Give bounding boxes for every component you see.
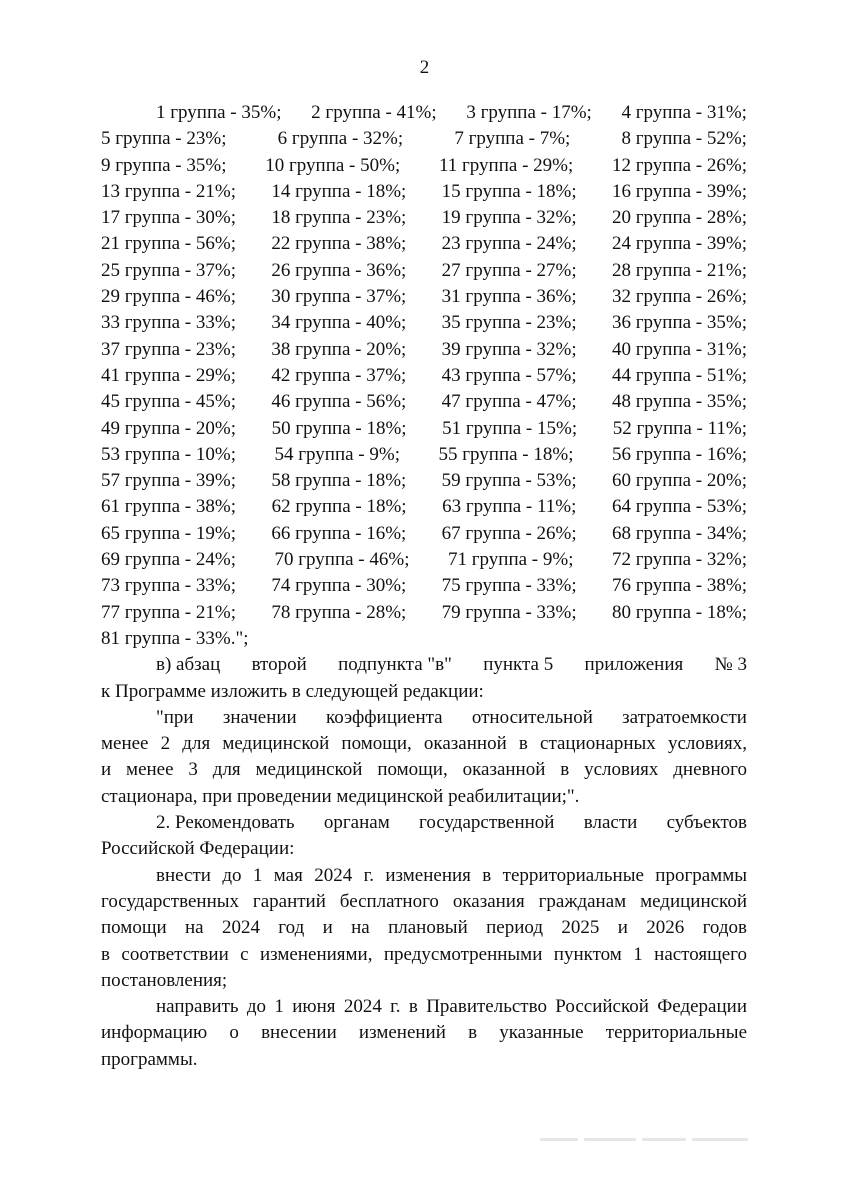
group-value: 6 группа - 32%; xyxy=(277,128,404,150)
group-line xyxy=(101,521,747,547)
group-value: 59 группа - 53%; xyxy=(441,470,577,492)
group-value: 28 группа - 21%; xyxy=(611,259,747,281)
text-word: затратоемкости xyxy=(622,706,747,728)
group-line xyxy=(101,153,747,179)
group-value: 49 группа - 20%; xyxy=(101,417,236,439)
group-value: 75 группа - 33%; xyxy=(441,575,577,597)
group-line xyxy=(101,416,747,442)
group-value: 39 группа - 32%; xyxy=(441,338,577,360)
group-value: 1 группа - 35%; xyxy=(156,102,282,123)
group-value: 53 группа - 10%; xyxy=(101,443,236,465)
text-word: "при xyxy=(156,706,194,728)
group-value: 46 группа - 56%; xyxy=(271,391,407,413)
group-value: 54 группа - 9%; xyxy=(274,443,400,465)
group-value: 52 группа - 11%; xyxy=(612,417,747,439)
group-value: 2 группа - 41%; xyxy=(311,102,437,123)
group-value: 5 группа - 23%; xyxy=(101,128,227,150)
group-value: 72 группа - 32%; xyxy=(612,549,747,571)
group-value: 64 группа - 53%; xyxy=(611,496,747,518)
document-body xyxy=(101,100,747,1073)
text-word: коэффициента xyxy=(325,706,443,728)
group-line xyxy=(101,494,747,520)
report-deadline-paragraph xyxy=(101,994,747,1073)
group-value: 22 группа - 38%; xyxy=(271,233,407,255)
group-percentages-paragraph xyxy=(101,100,747,652)
group-line xyxy=(101,573,747,599)
group-value: 80 группа - 18%; xyxy=(611,601,747,623)
group-value: 78 группа - 28%; xyxy=(271,601,407,623)
text-word: власти xyxy=(583,812,638,834)
group-value: 76 группа - 38%; xyxy=(611,575,747,597)
group-value: 19 группа - 32%; xyxy=(441,207,577,229)
group-value: 66 группа - 16%; xyxy=(271,522,407,544)
text-line: государственных гарантий бесплатного оказания гражданам медицинской xyxy=(101,890,747,912)
text-line: постановления; xyxy=(101,969,228,991)
group-value: 61 группа - 38%; xyxy=(101,496,236,518)
group-value: 14 группа - 18%; xyxy=(271,180,407,202)
group-line xyxy=(101,310,747,336)
text-line: к Программе изложить в следующей редакции: xyxy=(101,680,484,702)
group-value: 27 группа - 27%; xyxy=(441,259,577,281)
text-line: Российской Федерации: xyxy=(101,838,295,860)
group-value: 33 группа - 33%; xyxy=(101,312,236,334)
group-value: 68 группа - 34%; xyxy=(611,522,747,544)
text-word: в) абзац xyxy=(156,654,221,676)
group-line xyxy=(101,126,747,152)
group-line xyxy=(101,337,747,363)
text-word: подпункта "в" xyxy=(338,654,452,676)
text-word: органам xyxy=(323,812,390,834)
group-value: 21 группа - 56%; xyxy=(101,233,236,255)
quoted-text-paragraph xyxy=(101,705,747,810)
group-line xyxy=(101,231,747,257)
group-value: 57 группа - 39%; xyxy=(101,470,236,492)
group-value: 34 группа - 40%; xyxy=(271,312,407,334)
group-value: 77 группа - 21%; xyxy=(101,601,236,623)
group-value: 9 группа - 35%; xyxy=(101,154,227,176)
group-value: 45 группа - 45%; xyxy=(101,391,236,413)
group-value: 55 группа - 18%; xyxy=(438,443,574,465)
text-line: направить до 1 июня 2024 г. в Правительство Российской Федерации xyxy=(156,996,747,1018)
group-value: 71 группа - 9%; xyxy=(448,549,574,571)
group-value: 35 группа - 23%; xyxy=(441,312,577,334)
text-line: информацию о внесении изменений в указанные территориальные xyxy=(101,1022,747,1044)
text-word: субъектов xyxy=(666,812,747,834)
text-word: 2. Рекомендовать xyxy=(156,812,295,834)
group-value: 70 группа - 46%; xyxy=(274,549,410,571)
text-word: № 3 xyxy=(714,654,747,676)
text-line: менее 2 для медицинской помощи, оказанной в стационарных условиях, xyxy=(101,733,747,755)
group-value: 40 группа - 31%; xyxy=(611,338,747,360)
group-value: 67 группа - 26%; xyxy=(441,522,577,544)
group-line xyxy=(101,389,747,415)
group-line xyxy=(101,258,747,284)
group-value: 12 группа - 26%; xyxy=(612,154,747,176)
group-value: 20 группа - 28%; xyxy=(611,207,747,229)
group-value: 36 группа - 35%; xyxy=(611,312,747,334)
group-value: 7 группа - 7%; xyxy=(454,128,571,150)
text-line: внести до 1 мая 2024 г. изменения в территориальные программы xyxy=(156,864,747,886)
footer-scan-marks xyxy=(540,1138,752,1142)
page-number: 2 xyxy=(419,57,430,78)
group-value: 10 группа - 50%; xyxy=(265,154,401,176)
group-value: 3 группа - 17%; xyxy=(466,102,592,123)
group-line xyxy=(101,442,747,468)
group-line xyxy=(101,363,747,389)
group-value: 51 группа - 15%; xyxy=(442,417,578,439)
group-value: 69 группа - 24%; xyxy=(101,549,236,571)
group-value: 15 группа - 18%; xyxy=(441,180,577,202)
group-value: 58 группа - 18%; xyxy=(271,470,407,492)
group-line xyxy=(101,468,747,494)
group-value: 60 группа - 20%; xyxy=(611,470,747,492)
group-value: 32 группа - 26%; xyxy=(611,286,747,308)
group-value: 16 группа - 39%; xyxy=(611,180,747,202)
text-word: приложения xyxy=(584,654,684,676)
group-value: 13 группа - 21%; xyxy=(101,180,236,202)
group-value: 30 группа - 37%; xyxy=(271,286,407,308)
text-word: пункта 5 xyxy=(483,654,554,676)
group-value: 31 группа - 36%; xyxy=(441,286,577,308)
amendment-deadline-paragraph xyxy=(101,863,747,994)
text-line: стационара, при проведении медицинской реабилитации;". xyxy=(101,785,580,807)
group-value: 62 группа - 18%; xyxy=(271,496,407,518)
text-line: в соответствии с изменениями, предусмотренными пунктом 1 настоящего xyxy=(101,943,747,965)
group-value: 37 группа - 23%; xyxy=(101,338,236,360)
group-value: 4 группа - 31%; xyxy=(621,102,747,123)
group-line xyxy=(101,284,747,310)
group-value: 25 группа - 37%; xyxy=(101,259,236,281)
group-value: 79 группа - 33%; xyxy=(441,601,577,623)
group-line xyxy=(101,100,747,126)
group-value: 26 группа - 36%; xyxy=(271,259,407,281)
group-line xyxy=(101,600,747,626)
text-line xyxy=(101,652,747,678)
group-value: 23 группа - 24%; xyxy=(441,233,577,255)
group-line xyxy=(101,547,747,573)
text-line xyxy=(101,810,747,836)
group-line xyxy=(101,626,747,652)
group-value: 74 группа - 30%; xyxy=(271,575,407,597)
group-line xyxy=(101,205,747,231)
group-value: 63 группа - 11%; xyxy=(442,496,577,518)
item-v-paragraph xyxy=(101,652,747,705)
text-line: и менее 3 для медицинской помощи, оказанной в условиях дневного xyxy=(101,759,747,781)
group-value: 48 группа - 35%; xyxy=(611,391,747,413)
group-value: 47 группа - 47%; xyxy=(441,391,577,413)
group-value: 29 группа - 46%; xyxy=(101,286,236,308)
item-2-paragraph xyxy=(101,810,747,863)
group-value: 17 группа - 30%; xyxy=(101,207,236,229)
group-value: 38 группа - 20%; xyxy=(271,338,407,360)
group-value: 81 группа - 33%."; xyxy=(101,627,249,649)
group-value: 56 группа - 16%; xyxy=(612,443,747,465)
group-line xyxy=(101,179,747,205)
group-value: 50 группа - 18%; xyxy=(271,417,407,439)
text-line: программы. xyxy=(101,1048,198,1070)
text-line xyxy=(101,705,747,731)
group-value: 73 группа - 33%; xyxy=(101,575,236,597)
text-word: второй xyxy=(251,654,307,676)
group-value: 44 группа - 51%; xyxy=(611,364,747,386)
group-value: 41 группа - 29%; xyxy=(101,364,236,386)
text-word: государственной xyxy=(419,812,555,834)
group-value: 24 группа - 39%; xyxy=(611,233,747,255)
group-value: 18 группа - 23%; xyxy=(271,207,407,229)
text-word: значении xyxy=(222,706,297,728)
text-word: относительной xyxy=(471,706,593,728)
group-value: 65 группа - 19%; xyxy=(101,522,236,544)
group-value: 43 группа - 57%; xyxy=(441,364,577,386)
group-value: 8 группа - 52%; xyxy=(621,128,747,150)
text-line: помощи на 2024 год и на плановый период 2025 и 2026 годов xyxy=(101,917,747,939)
group-value: 42 группа - 37%; xyxy=(271,364,407,386)
group-value: 11 группа - 29%; xyxy=(438,154,574,176)
